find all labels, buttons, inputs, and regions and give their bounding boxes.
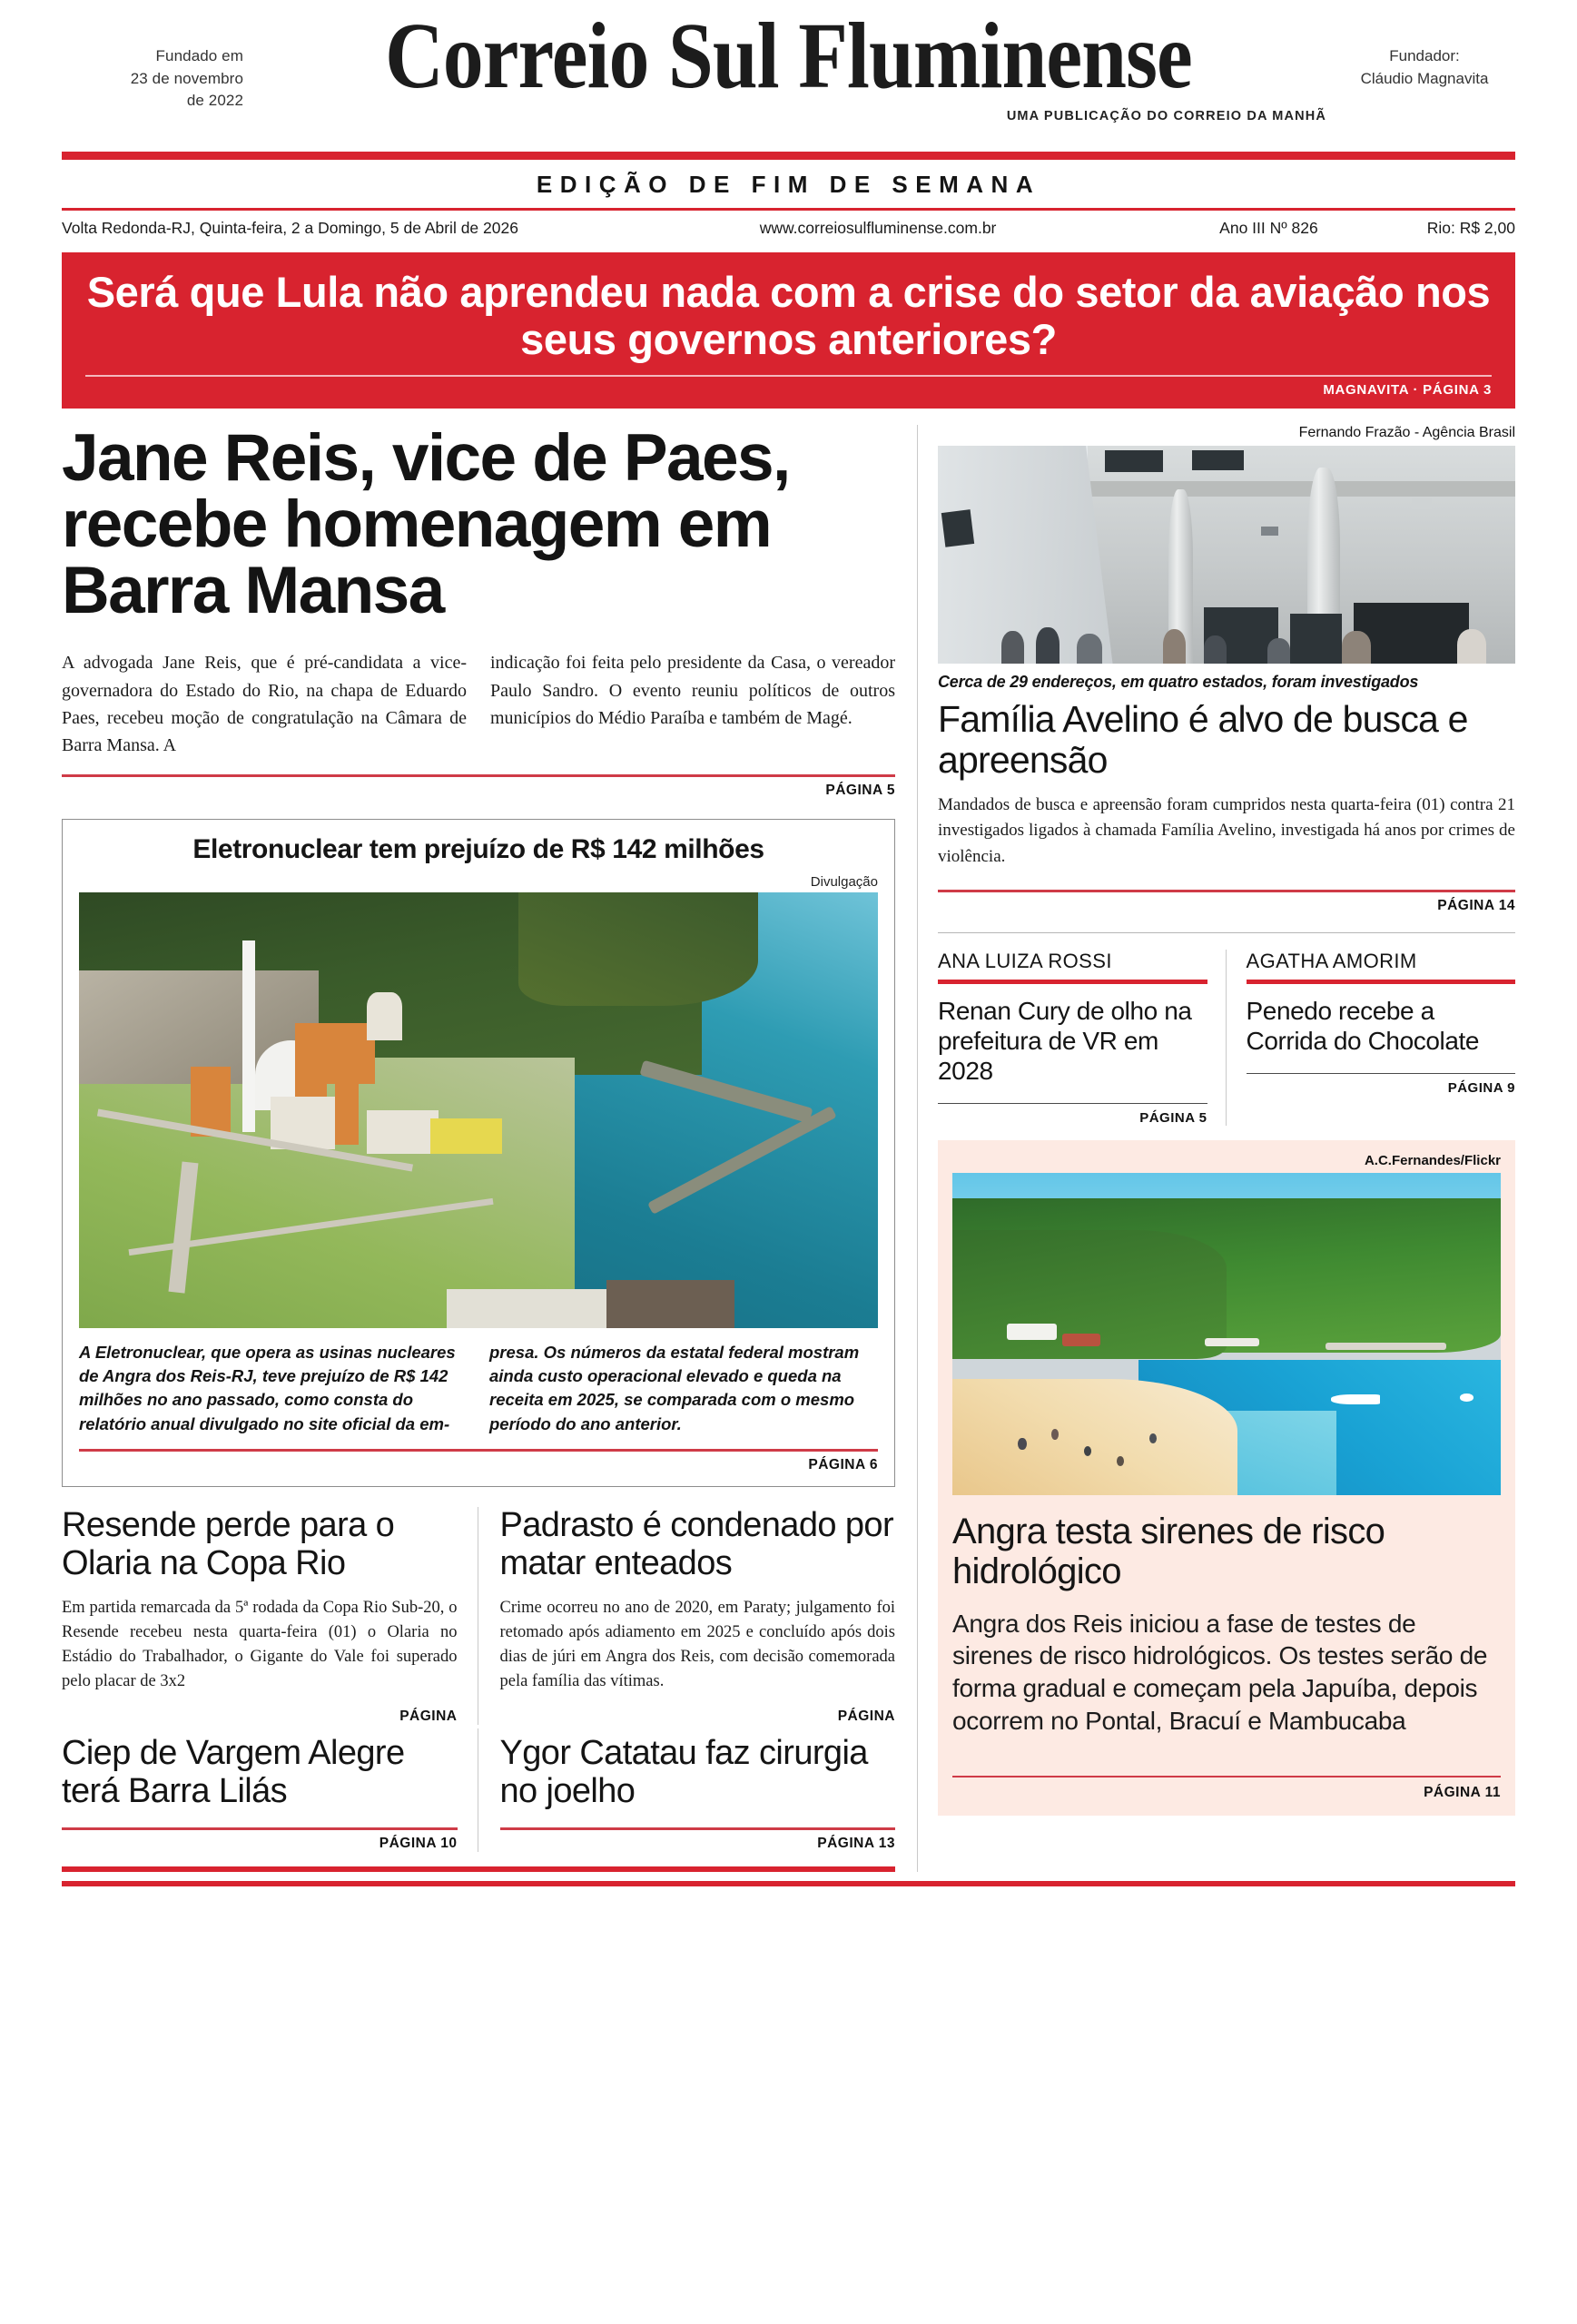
lead-paragraph-2: indicação foi feita pelo presidente da Casa, o vereador Paulo Sandro. O evento reuniu políticos de outros municípios do Médio Paraíba e também de Magé. <box>490 653 895 729</box>
columnist-page-1: PÁGINA 5 <box>1139 1109 1207 1126</box>
angra-block[interactable] <box>938 1140 1515 1816</box>
columnists-top-divider <box>938 932 1515 933</box>
photo-window-5 <box>1290 614 1342 664</box>
columnist-headline-1: Renan Cury de olho na prefeitura de VR em 2028 <box>938 997 1192 1085</box>
beach-person-1 <box>1018 1438 1026 1450</box>
photo-forest-far <box>518 892 758 1006</box>
angra-deck: Angra dos Reis iniciou a fase de testes de sirenes de risco hidrológicos. Os testes serão de forma gradual e começam pela Japuíba, depois ocorrem no Pontal, Bracuí e Mambucaba <box>952 1609 1488 1736</box>
lead-story-body <box>62 649 895 760</box>
photo-yellow-structure <box>430 1118 502 1153</box>
beach-shore-structures <box>1326 1343 1446 1350</box>
lead-page-reference: PÁGINA 5 <box>825 782 895 798</box>
photo-person-2 <box>1036 627 1059 665</box>
photo-person-4 <box>1163 629 1186 664</box>
eletronuclear-page-reference: PÁGINA 6 <box>808 1456 878 1472</box>
story-resende-deck: Em partida remarcada da 5ª rodada da Copa Rio Sub-20, o Resende recebeu nesta quarta-feira (01) o Olaria no Estádio do Trabalhador, o Gigante do Vale foi superado pelo placar de 3x2 <box>62 1598 458 1690</box>
masthead-rule-top <box>62 152 1515 160</box>
story-resende[interactable] <box>62 1507 478 1725</box>
story-resende-headline: Resende perde para o Olaria na Copa Rio <box>62 1505 395 1582</box>
columnists-row <box>938 950 1515 1125</box>
story-padrasto-headline: Padrasto é condenado por matar enteados <box>499 1505 893 1582</box>
photo-warehouse <box>447 1289 623 1328</box>
eletronuclear-box[interactable] <box>62 819 895 1487</box>
opinion-banner[interactable] <box>62 252 1515 409</box>
newspaper-subtitle: UMA PUBLICAÇÃO DO CORREIO DA MANHÃ <box>1006 109 1326 123</box>
price-label: Rio: R$ 2,00 <box>1426 219 1515 237</box>
photo-window-3 <box>1192 450 1244 470</box>
masthead-title-block <box>243 0 1334 123</box>
avelino-headline[interactable]: Família Avelino é alvo de busca e apreensão <box>938 698 1468 781</box>
columnist-name-2: AGATHA AMORIM <box>1246 950 1417 973</box>
angra-page-reference: PÁGINA 11 <box>1424 1784 1501 1800</box>
photo-houses <box>606 1280 734 1328</box>
eletronuclear-headline: Eletronuclear tem prejuízo de R$ 142 milhões <box>192 833 764 864</box>
columnist-agatha-amorim[interactable] <box>1226 950 1516 1125</box>
photo-person-6 <box>1267 638 1290 665</box>
left-column <box>62 421 917 1871</box>
columnist-page-2: PÁGINA 9 <box>1447 1079 1515 1096</box>
masthead <box>0 0 1577 150</box>
photo-person-7 <box>1342 631 1371 664</box>
beach-house-2 <box>1062 1334 1100 1346</box>
nuclear-plant-photo <box>79 892 878 1328</box>
main-content <box>62 421 1515 1871</box>
photo-building-5 <box>335 1084 359 1145</box>
founded-year: de 2022 <box>186 92 243 110</box>
story-resende-page: PÁGINA <box>399 1708 458 1724</box>
page-bottom-rule <box>62 1881 1515 1886</box>
beach-boat <box>1331 1394 1380 1404</box>
issue-number: Ano III Nº 826 <box>1219 219 1318 237</box>
ministerio-publico-photo <box>938 446 1515 664</box>
founder-label: Fundador: <box>1389 47 1460 64</box>
lead-paragraph-1: A advogada Jane Reis, que é pré-candidata a vice-governadora do Estado do Rio, na chapa de Eduardo Paes, recebeu moção de congratulação na Câmara de Barra Mansa. A <box>62 653 467 756</box>
brief-ygor-page: PÁGINA 13 <box>817 1835 895 1851</box>
photo-person-8 <box>1457 629 1486 664</box>
mp-photo-credit: Fernando Frazão - Agência Brasil <box>1298 425 1515 441</box>
lead-story-headline[interactable]: Jane Reis, vice de Paes, recebe homenagem em Barra Mansa <box>62 421 790 628</box>
columnist-headline-2: Penedo recebe a Corrida do Chocolate <box>1246 997 1480 1056</box>
angra-headline: Angra testa sirenes de risco hidrológico <box>952 1511 1385 1591</box>
avelino-deck: Mandados de busca e apreensão foram cumpridos nesta quarta-feira (01) contra 21 investigados ligados à chamada Família Avelino, investigada há anos por crimes de violência. <box>938 794 1515 866</box>
photo-person-3 <box>1077 634 1103 665</box>
photo-window-1 <box>941 510 974 548</box>
photo-person-1 <box>1001 631 1024 664</box>
eletronuclear-caption-1: A Eletronuclear, que opera as usinas nucleares de Angra dos Reis-RJ, teve prejuízo de R$ 142 milhões no ano passado, como consta do relatório anual divulgado no site oficial da em- <box>79 1342 456 1433</box>
place-date: Volta Redonda-RJ, Quinta-feira, 2 a Domingo, 5 de Abril de 2026 <box>62 219 518 237</box>
bottom-left-briefs <box>62 1728 895 1852</box>
eletronuclear-caption-2: presa. Os números da estatal federal mostram ainda custo operacional elevado e queda na receita em 2025, se comparada com o mesmo período do ano anterior. <box>489 1342 860 1433</box>
beach-sand <box>952 1379 1237 1495</box>
photo-person-5 <box>1204 635 1227 664</box>
photo-sign-panel <box>938 446 1115 664</box>
beach-buoy <box>1460 1393 1473 1402</box>
brief-ygor[interactable] <box>478 1728 896 1852</box>
founder-name: Cláudio Magnavita <box>1360 69 1489 87</box>
photo-building-6 <box>367 1110 439 1154</box>
edition-label: EDIÇÃO DE FIM DE SEMANA <box>536 171 1041 198</box>
beach-kiosks <box>1205 1338 1259 1346</box>
banner-separator <box>85 375 1492 377</box>
eletronuclear-caption <box>79 1341 878 1436</box>
photo-facade-band <box>1088 481 1515 497</box>
brief-ygor-headline: Ygor Catatau faz cirurgia no joelho <box>499 1733 868 1811</box>
beach-person-4 <box>1117 1456 1124 1466</box>
website-url[interactable]: www.correiosulfluminense.com.br <box>759 219 997 237</box>
eletronuclear-photo-credit: Divulgação <box>810 873 878 890</box>
angra-beach-photo <box>952 1173 1501 1495</box>
right-column <box>918 425 1515 1871</box>
columnist-ana-luiza-rossi[interactable] <box>938 950 1226 1125</box>
photo-lamp-2 <box>1412 498 1432 509</box>
story-padrasto-deck: Crime ocorreu no ano de 2020, em Paraty; julgamento foi retomado após adiamento em 2025 e concluído após dois dias de júri em Angra dos Reis, com decisão comemorada pela família das vítimas. <box>499 1598 895 1690</box>
banner-headline: Será que Lula não aprendeu nada com a crise do setor da aviação nos seus governos anteriores? <box>86 268 1491 364</box>
bottom-left-stories <box>62 1507 895 1725</box>
brief-ciep-headline: Ciep de Vargem Alegre terá Barra Lilás <box>62 1733 405 1811</box>
story-padrasto-page: PÁGINA <box>837 1708 895 1724</box>
founder-info <box>1334 0 1515 90</box>
founded-label: Fundado em <box>155 47 243 64</box>
angra-photo-credit: A.C.Fernandes/Flickr <box>1364 1152 1501 1168</box>
banner-page-reference: MAGNAVITA · PÁGINA 3 <box>1323 382 1492 399</box>
brief-ciep-page: PÁGINA 10 <box>379 1835 458 1851</box>
columnist-accent-bar-2 <box>1247 980 1516 984</box>
founded-date: 23 de novembro <box>130 69 243 87</box>
info-line <box>62 211 1515 245</box>
story-padrasto[interactable] <box>478 1507 896 1725</box>
beach-house-1 <box>1007 1324 1056 1340</box>
photo-chimney <box>242 940 255 1132</box>
photo-silo <box>367 992 403 1040</box>
newspaper-title: Correio Sul Fluminense <box>385 4 1192 108</box>
photo-window-2 <box>1105 450 1163 472</box>
columnist-name-1: ANA LUIZA ROSSI <box>938 950 1112 973</box>
founded-info <box>62 0 243 113</box>
left-bottom-rule <box>62 1866 895 1872</box>
photo-lamp-1 <box>1261 527 1278 536</box>
photo-entrance <box>1354 603 1469 664</box>
columnist-accent-bar-1 <box>938 980 1207 984</box>
brief-ciep[interactable] <box>62 1728 478 1852</box>
avelino-kicker: Cerca de 29 endereços, em quatro estados, foram investigados <box>938 673 1419 692</box>
avelino-page-reference: PÁGINA 14 <box>1437 898 1515 914</box>
